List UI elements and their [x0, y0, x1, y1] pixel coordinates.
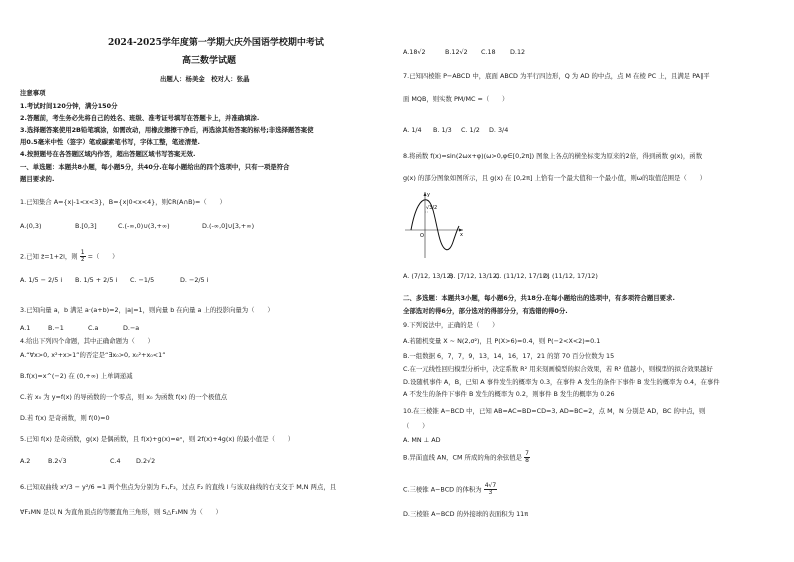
q6-option-a: A.18√2	[403, 48, 426, 56]
q8-option-c: C. (11/12, 17/12]	[495, 272, 550, 280]
notice-line: 1.考试时间120分钟，满分150分	[20, 102, 118, 110]
q10-c-den: 3	[488, 489, 493, 496]
exam-authors: 出题人：杨美金 校对人：张晶	[160, 75, 250, 83]
q8-option-d: D. (11/12, 17/12)	[543, 272, 598, 280]
q10-b-num: 7	[525, 450, 529, 457]
question-2	[20, 250, 119, 263]
notice-heading: 注意事项	[20, 89, 46, 97]
section-1-heading-cont: 题目要求的.	[20, 175, 55, 183]
graph-y-label: y	[427, 192, 430, 198]
question-6: 6.已知双曲线 x²/3 − y²/6 =1 两个焦点为分别为 F₁,F₂，过点 F₂ 的直线 l 与该双曲线的右支交于 M,N 两点，且	[20, 483, 337, 491]
q2-suffix: =（ ）	[87, 252, 119, 261]
q9-option-a: A.若随机变量 X ~ N(2,σ²)，且 P(X>6)=0.4，则 P(−2<X<2)=0.1	[403, 337, 601, 345]
q6-option-d: D.12	[510, 48, 526, 56]
q10-option-a: A. MN ⊥ AD	[403, 436, 441, 444]
sine-graph-figure	[403, 190, 465, 260]
q2-fraction-den: z	[81, 256, 85, 263]
q5-option-b: B.2√3	[48, 457, 67, 465]
q1-option-b: B.[0,3]	[75, 222, 97, 230]
question-8-cont: g(x) 的部分图象如图所示，且 g(x) 在 [0,2π] 上恰有一个最大值和一个最小值，则ω的取值范围是（ ）	[403, 174, 706, 182]
notice-line: 用0.5毫米中性（签字）笔或碳素笔书写，字体工整，笔迹清楚.	[20, 138, 200, 146]
q10-option-d: D.三棱锥 A−BCD 的外接球的表面积为 11π	[403, 510, 529, 518]
q9-option-c: C.在一元线性回归模型分析中，决定系数 R² 用来刻画模型的拟合效果，若 R² 值越小，则模型的拟合效果越好	[403, 365, 713, 373]
question-6-cont: ∀F₁MN 是以 N 为直角顶点的等腰直角三角形，则 S△F₁MN 为（ ）	[20, 508, 222, 516]
section-2-heading: 二、多选题：本题共3小题，每小题6分，共18分.在每小题给出的选项中，有多项符合题目要求.	[403, 294, 675, 302]
q3-option-b: B.−1	[48, 324, 64, 332]
notice-line: 4.按照题号在各答题区域内作答，超出答题区域书写答案无效.	[20, 150, 196, 158]
q10-option-b	[403, 451, 530, 464]
q3-option-a: A.1	[20, 324, 31, 332]
q2-fraction-num: 1	[80, 249, 85, 256]
exam-subtitle: 高三数学试题	[182, 56, 237, 66]
q2-prefix: 2.已知	[20, 252, 39, 261]
q9-option-b: B.一组数据 6，7，7，9，13，14，16，17，21 的第 70 百分位数为 15	[403, 352, 615, 360]
q3-option-d: D.−a	[123, 324, 140, 332]
q9-option-d: D.设随机事件 A，B，已知 A 事件发生的概率为 0.3，在事件 A 发生的条件下事件 B 发生的概率为 0.4，在事件	[403, 378, 720, 386]
q5-option-d: D.2√2	[136, 457, 156, 465]
question-10: 10.在三棱锥 A−BCD 中，已知 AB=AC=BD=CD=3, AD=BC=2，点 M，N 分别是 AD，BC 的中点，则	[403, 407, 706, 415]
q1-option-c: C.(-∞,0)∪(3,+∞)	[118, 222, 170, 230]
notice-line: 3.选择题答案使用2B铅笔填涂，如需改动，用橡皮擦擦干净后，再选涂其他答案的标号;非选择题答案使	[20, 126, 314, 134]
exam-title: 2024-2025学年度第一学期大庆外国语学校期中考试	[108, 38, 324, 48]
q2-option-b: B. 1/5 + 2/5 i	[75, 276, 118, 284]
q4-option-b: B.f(x)=x^(−2) 在 (0,+∞) 上单调递减	[20, 372, 133, 380]
question-7-cont: 面 MQB，则实数 PM/MC =（ ）	[403, 95, 509, 103]
q8-option-a: A. (7/12, 13/12)	[403, 272, 454, 280]
graph-origin-label: O	[420, 233, 424, 239]
q1-option-d: D.(-∞,0]∪[3,+∞)	[202, 222, 255, 230]
q7-option-b: B. 1/3	[433, 126, 452, 134]
q10-option-b-text: B.异面直线 AN，CM 所成的角的余弦值是	[403, 453, 523, 462]
q9-option-d-cont: A 不发生的条件下事件 B 发生的概率为 0.2，则事件 B 发生的概率为 0.26	[403, 390, 615, 398]
q1-option-a: A.(0,3)	[20, 222, 42, 230]
q2-option-a: A. 1/5 − 2/5 i	[20, 276, 63, 284]
question-10-cont: （ ）	[403, 422, 429, 430]
q2-option-c: C. −1/5	[130, 276, 155, 284]
section-2-heading-cont: 全部选对的得6分，部分选对的得部分分，有选错的得0分.	[403, 307, 568, 315]
q4-option-a: A.“∀x>0, x²+x>1”的否定是“∃x₀>0, x₀²+x₀<1”	[20, 351, 166, 359]
q2-body: z̄=1+2i，则	[40, 252, 78, 261]
q7-option-d: D. 3/4	[489, 126, 509, 134]
q2-option-d: D. −2/5 i	[180, 276, 209, 284]
notice-line: 2.答题前，考生务必先将自己的姓名、班级、准考证号填写在答题卡上，并准确填涂.	[20, 114, 260, 122]
q10-option-c	[403, 483, 497, 496]
q2-fraction	[80, 250, 86, 263]
q10-c-num: 4√7	[484, 482, 497, 489]
q6-option-c: C.18	[481, 48, 496, 56]
q10-option-c-text: C.三棱锥 A−BCD 的体积为	[403, 485, 482, 494]
q5-option-a: A.2	[20, 457, 31, 465]
q3-option-c: C.a	[88, 324, 99, 332]
question-9: 9.下列说法中，正确的是（ ）	[403, 321, 499, 329]
question-7: 7.已知四棱锥 P−ABCD 中，底面 ABCD 为平行四边形，Q 为 AD 的中点，点 M 在棱 PC 上，且满足 PA∥平	[403, 72, 710, 80]
q10-option-b-fraction	[524, 451, 530, 464]
q4-option-d: D.若 f(x) 是奇函数，则 f(0)=0	[20, 414, 110, 422]
q7-option-c: C. 1/2	[461, 126, 480, 134]
q10-b-den: 8	[525, 457, 529, 464]
q7-option-a: A. 1/4	[403, 126, 422, 134]
q4-option-c: C.若 x₀ 为 y=f(x) 的导函数的一个零点，则 x₀ 为函数 f(x) 的一个极值点	[20, 393, 228, 401]
q6-option-b: B.12√2	[445, 48, 468, 56]
graph-value-label: √3/2	[426, 205, 438, 211]
q8-option-b: B. [7/12, 13/12)	[449, 272, 500, 280]
graph-x-label: x	[460, 232, 463, 238]
question-8: 8.将函数 f(x)=sin(2ωx+φ)(ω>0,φ∈[0,2π]) 图象上各点的横坐标变为原来的2倍，得到函数 g(x)，函数	[403, 152, 703, 160]
section-1-heading: 一、单选题：本题共8小题，每小题5分，共40分.在每小题给出的四个选项中，只有一项是符合	[20, 163, 290, 171]
q5-option-c: C.4	[110, 457, 121, 465]
question-5: 5.已知 f(x) 是奇函数，g(x) 是偶函数，且 f(x)+g(x)=eˣ，则 2f(x)+4g(x) 的最小值是（ ）	[20, 435, 295, 443]
question-1: 1.已知集合 A={x|-1<x<3}，B={x|0<x<4}，则∁R(A∩B)=（ ）	[20, 198, 226, 206]
question-3: 3.已知向量 a，b 满足 a·(a+b)=2，|a|=1，则向量 b 在向量 a 上的投影向量为（ ）	[20, 306, 274, 314]
question-4: 4.给出下列四个命题，其中正确命题为（ ）	[20, 337, 154, 345]
q10-option-c-fraction	[484, 483, 497, 496]
